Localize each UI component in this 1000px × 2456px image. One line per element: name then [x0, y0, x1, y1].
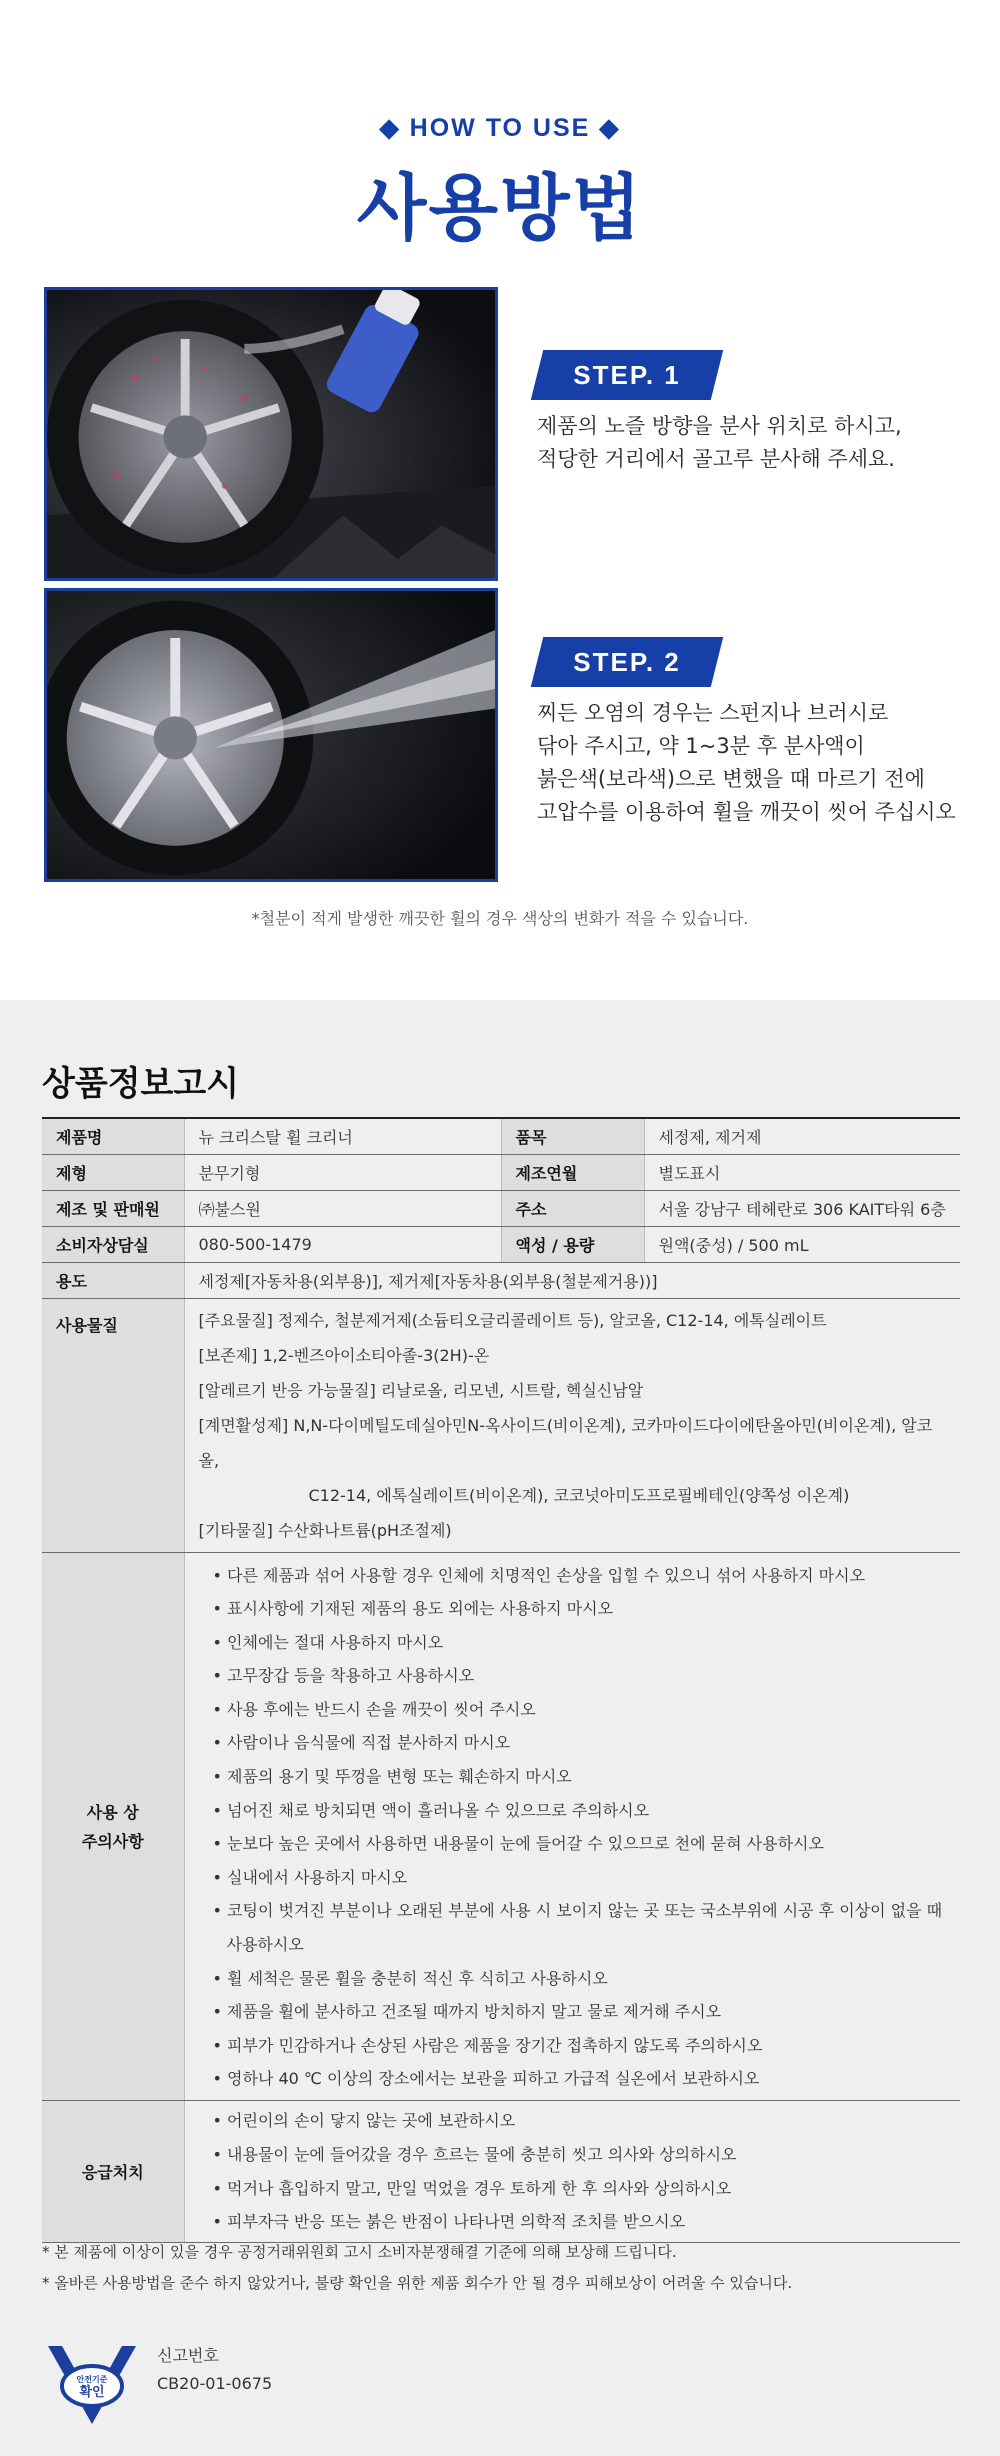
materials-value: [184, 1298, 960, 1552]
material-line: [주요물질] 정제수, 철분제거제(소듐티오글리콜레이트 등), 알코올, C12-14, 에톡실레이트: [198, 1310, 827, 1330]
liquid-volume-value: 원액(중성) / 500 mL: [644, 1226, 960, 1262]
caution-item: • 표시사항에 기재된 제품의 용도 외에는 사용하지 마시오: [213, 1592, 947, 1626]
step2-description: [537, 697, 956, 829]
table-row: [42, 1262, 960, 1298]
wheel-spray-photo-illustration: [47, 290, 495, 578]
caution-item: • 제품의 용기 및 뚜껑을 변형 또는 훼손하지 마시오: [213, 1760, 947, 1794]
first-aid-item: • 내용물이 눈에 들어갔을 경우 흐르는 물에 충분히 씻고 의사와 상의하시오: [213, 2138, 947, 2172]
address-value: 서울 강남구 테헤란로 306 KAIT타워 6층: [644, 1190, 960, 1226]
table-row: [42, 1298, 960, 1552]
step1-photo: [44, 287, 498, 581]
caution-item: • 휠 세척은 물론 휠을 충분히 적신 후 식히고 사용하시오: [213, 1962, 947, 1996]
footnote: * 본 제품에 이상이 있을 경우 공정거래위원회 고시 소비자분쟁해결 기준에 의해 보상해 드립니다.: [42, 2243, 677, 2261]
material-line: [알레르기 반응 가능물질] 리날로올, 리모넨, 시트랄, 헥실신남알: [198, 1380, 644, 1400]
table-row: [42, 1118, 960, 1154]
how-to-use-title: 사용방법: [356, 166, 644, 250]
table-row: [42, 1226, 960, 1262]
manufacture-date-label: 제조연월: [501, 1154, 644, 1190]
product-info-title: 상품정보고시: [42, 1064, 240, 1104]
manufacturer-value: ㈜불스원: [184, 1190, 501, 1226]
caution-item: • 넘어진 채로 방치되면 액이 흘러나올 수 있으므로 주의하시오: [213, 1794, 947, 1828]
caution-item: • 코팅이 벗겨진 부분이나 오래된 부분에 사용 시 보이지 않는 곳 또는 국소부위에 시공 후 이상이 없을 때 사용하시오: [213, 1894, 947, 1961]
caution-item: • 다른 제품과 섞어 사용할 경우 인체에 치명적인 손상을 입힐 수 있으니 섞어 사용하지 마시오: [213, 1559, 947, 1593]
usage-value: 세정제[자동차용(외부용)], 제거제[자동차용(외부용(철분제거용))]: [184, 1262, 960, 1298]
caution-item: • 고무장갑 등을 착용하고 사용하시오: [213, 1659, 947, 1693]
step1-badge: [531, 350, 723, 400]
step1-line: 적당한 거리에서 골고루 분사해 주세요.: [537, 447, 895, 471]
product-info-section: [0, 1000, 1000, 2456]
first-aid-value: [184, 2101, 960, 2243]
first-aid-item: • 먹거나 흡입하지 말고, 만일 먹었을 경우 토하게 한 후 의사와 상의하시오: [213, 2172, 947, 2206]
first-aid-label: 응급처치: [42, 2101, 184, 2243]
table-row: [42, 1190, 960, 1226]
material-line: C12-14, 에톡실레이트(비이온계), 코코넛아미도프로필베테인(양쪽성 이온계): [308, 1485, 850, 1505]
step2-line: 붉은색(보라색)으로 변했을 때 마르기 전에: [537, 767, 925, 791]
cautions-label-line: 주의사항: [81, 1832, 144, 1852]
safety-check-mark-icon: [42, 2338, 142, 2428]
consumer-center-label: 소비자상담실: [42, 1226, 184, 1262]
cautions-label-line: 사용 상: [86, 1803, 139, 1823]
table-row: [42, 2101, 960, 2243]
caution-item: • 사람이나 음식물에 직접 분사하지 마시오: [213, 1726, 947, 1760]
caution-item: • 영하나 40 ℃ 이상의 장소에서는 보관을 피하고 가급적 실온에서 보관하시오: [213, 2062, 947, 2096]
table-row: [42, 1552, 960, 2101]
report-label: 신고번호: [157, 2346, 219, 2365]
caution-item: • 실내에서 사용하지 마시오: [213, 1861, 947, 1895]
caution-item: • 인체에는 절대 사용하지 마시오: [213, 1626, 947, 1660]
step2-line: 고압수를 이용하여 휠을 깨끗이 씻어 주십시오: [537, 800, 956, 824]
how-to-use-section: [0, 0, 1000, 1000]
cautions-value: [184, 1552, 960, 2101]
cautions-label: [42, 1552, 184, 2101]
step2-photo: [44, 588, 498, 882]
cert-line2: 확인: [79, 2385, 105, 2400]
how-to-use-eyebrow: ◆ HOW TO USE ◆: [379, 114, 621, 142]
materials-label: 사용물질: [42, 1298, 184, 1552]
liquid-volume-label: 액성 / 용량: [501, 1226, 644, 1262]
caution-item: • 제품을 휠에 분사하고 건조될 때까지 방치하지 말고 물로 제거해 주시오: [213, 1995, 947, 2029]
footnotes: [42, 2237, 792, 2299]
caution-item: • 눈보다 높은 곳에서 사용하면 내용물이 눈에 들어갈 수 있으므로 천에 묻혀 사용하시오: [213, 1827, 947, 1861]
step2-badge: [531, 637, 723, 687]
first-aid-item: • 어린이의 손이 닿지 않는 곳에 보관하시오: [213, 2104, 947, 2138]
consumer-center-value: 080-500-1479: [184, 1226, 501, 1262]
footnote: * 올바른 사용방법을 준수 하지 않았거나, 불량 확인을 위한 제품 회수가 안 될 경우 피해보상이 어려울 수 있습니다.: [42, 2274, 793, 2292]
address-label: 주소: [501, 1190, 644, 1226]
caution-item: • 피부가 민감하거나 손상된 사람은 제품을 장기간 접촉하지 않도록 주의하시오: [213, 2029, 947, 2063]
first-aid-item: • 피부자극 반응 또는 붉은 반점이 나타나면 의학적 조치를 받으시오: [213, 2205, 947, 2239]
step2-line: 닦아 주시고, 약 1~3분 후 분사액이: [537, 734, 865, 758]
step2-line: 찌든 오염의 경우는 스펀지나 브러시로: [537, 701, 889, 725]
report-number-block: [157, 2342, 272, 2398]
wheel-rinse-photo-illustration: [47, 591, 495, 879]
report-number: CB20-01-0675: [157, 2374, 273, 2393]
material-line: [기타물질] 수산화나트륨(pH조절제): [198, 1520, 452, 1540]
product-name-value: 뉴 크리스탈 휠 크리너: [184, 1118, 501, 1154]
manufacturer-label: 제조 및 판매원: [42, 1190, 184, 1226]
cert-line1: 안전기준: [76, 2375, 108, 2384]
step2-badge-label: STEP. 2: [573, 647, 681, 677]
form-value: 분무기형: [184, 1154, 501, 1190]
manufacture-date-value: 별도표시: [644, 1154, 960, 1190]
caution-item: • 사용 후에는 반드시 손을 깨끗이 씻어 주시오: [213, 1693, 947, 1727]
step1-description: [537, 410, 902, 476]
step1-line: 제품의 노즐 방향을 분사 위치로 하시고,: [537, 414, 902, 438]
step1-badge-label: STEP. 1: [573, 360, 681, 390]
material-line: [계면활성제] N,N-다이메틸도데실아민N-옥사이드(비이온계), 코카마이드다이에탄올아민(비이온계), 알코올,: [198, 1415, 933, 1470]
table-row: [42, 1154, 960, 1190]
product-info-table: [42, 1117, 960, 2243]
item-type-label: 품목: [501, 1118, 644, 1154]
how-to-use-note: *철분이 적게 발생한 깨끗한 휠의 경우 색상의 변화가 적을 수 있습니다.: [251, 909, 749, 928]
usage-label: 용도: [42, 1262, 184, 1298]
product-name-label: 제품명: [42, 1118, 184, 1154]
item-type-value: 세정제, 제거제: [644, 1118, 960, 1154]
form-label: 제형: [42, 1154, 184, 1190]
material-line: [보존제] 1,2-벤즈아이소티아졸-3(2H)-온: [198, 1345, 490, 1365]
